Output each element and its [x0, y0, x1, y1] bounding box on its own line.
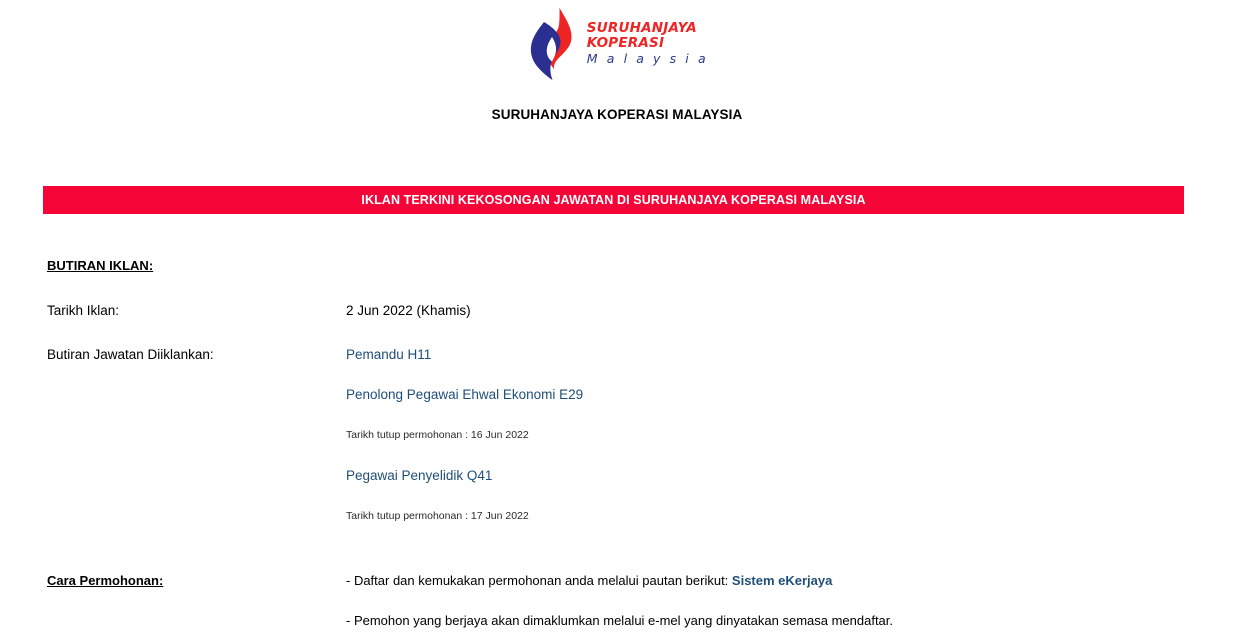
closing-date-note-penolong-pegawai-ehwal-ekonomi-e29: Tarikh tutup permohonan : 16 Jun 2022: [346, 429, 529, 441]
application-instruction-prefix: - Daftar dan kemukakan permohonan anda melalui pautan berikut:: [346, 573, 732, 588]
logo-wordmark-line2: KOPERASI: [586, 34, 665, 51]
page-title: SURUHANJAYA KOPERASI MALAYSIA: [491, 107, 743, 122]
sistem-ekerjaya-link[interactable]: Sistem eKerjaya: [731, 573, 833, 588]
application-instruction-line-2: - Pemohon yang berjaya akan dimaklumkan melalui e-mel yang dinyatakan semasa mendaftar.: [346, 613, 894, 628]
logo-wordmark-line1: SURUHANJAYA: [586, 20, 697, 37]
label-tarikh-iklan: Tarikh Iklan:: [47, 303, 120, 318]
logo-wordmark-line3: M a l a y s i a: [586, 51, 709, 67]
section-heading-cara-permohonan: Cara Permohonan:: [47, 573, 164, 588]
closing-date-note-pegawai-penyelidik-q41: Tarikh tutup permohonan : 17 Jun 2022: [346, 510, 529, 522]
job-link-penolong-pegawai-ehwal-ekonomi-e29[interactable]: Penolong Pegawai Ehwal Ekonomi E29: [346, 387, 584, 402]
section-heading-butiran-iklan: BUTIRAN IKLAN:: [47, 258, 154, 273]
job-link-pemandu-h11[interactable]: Pemandu H11: [346, 347, 432, 362]
announcement-banner-text: IKLAN TERKINI KEKOSONGAN JAWATAN DI SURUHANJAYA KOPERASI MALAYSIA: [361, 193, 866, 207]
job-link-pegawai-penyelidik-q41[interactable]: Pegawai Penyelidik Q41: [346, 468, 493, 483]
label-butiran-jawatan-diiklankan: Butiran Jawatan Diiklankan:: [47, 347, 214, 362]
application-instruction-line-1: [346, 573, 832, 588]
value-tarikh-iklan: 2 Jun 2022 (Khamis): [346, 303, 471, 318]
